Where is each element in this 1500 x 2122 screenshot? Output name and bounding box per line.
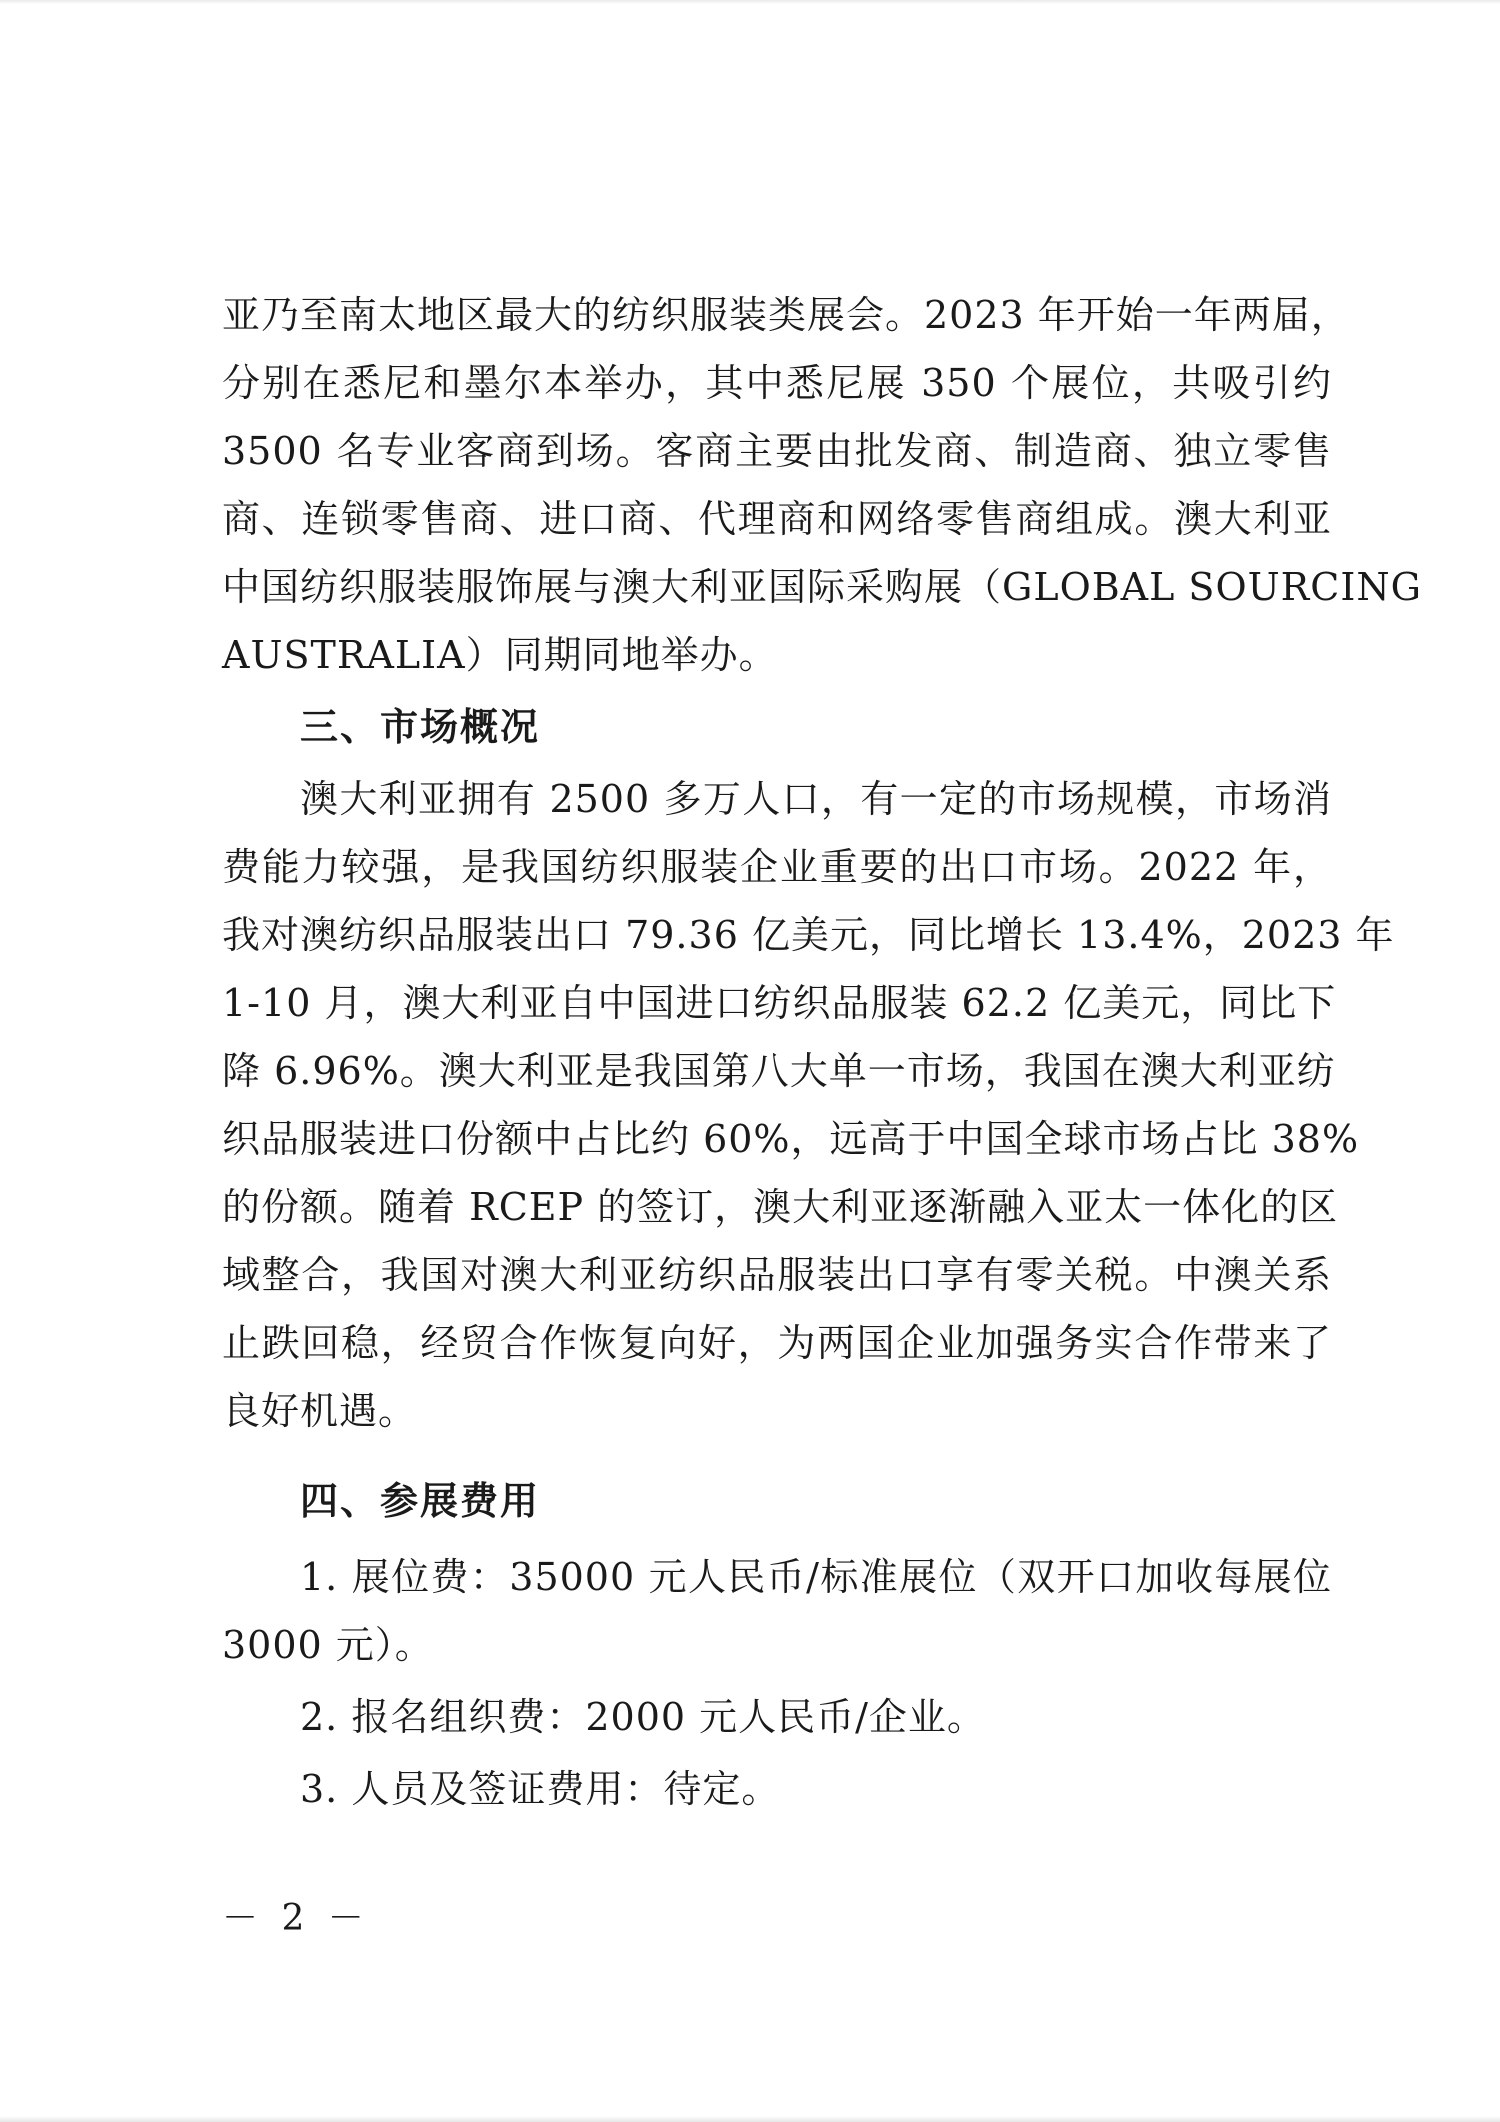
paragraph-line: AUSTRALIA）同期同地举办。 [222,633,778,677]
paragraph-line: 1-10 月，澳大利亚自中国进口纺织品服装 62.2 亿美元，同比下 [222,981,1337,1025]
section-heading-market-overview: 三、市场概况 [300,705,541,749]
paragraph-line: 3500 名专业客商到场。客商主要由批发商、制造商、独立零售 [222,429,1332,473]
paragraph-line: 良好机遇。 [222,1389,418,1433]
section-heading-participation-fees: 四、参展费用 [300,1479,541,1523]
page-number: － 2 － [222,1898,370,1939]
paragraph-line: 降 6.96%。澳大利亚是我国第八大单一市场，我国在澳大利亚纺 [222,1049,1336,1093]
paragraph-line: 域整合，我国对澳大利亚纺织品服装出口享有零关税。中澳关系 [222,1253,1332,1297]
fee-item-booth: 1. 展位费：35000 元人民币/标准展位（双开口加收每展位 [300,1555,1332,1599]
scan-edge-bottom [0,2116,1500,2122]
scan-edge-top [0,0,1500,4]
paragraph-line: 费能力较强，是我国纺织服装企业重要的出口市场。2022 年， [222,845,1332,889]
fee-item-personnel-visa: 3. 人员及签证费用：待定。 [300,1767,781,1811]
fee-item-registration: 2. 报名组织费：2000 元人民币/企业。 [300,1695,986,1739]
paragraph-line: 商、连锁零售商、进口商、代理商和网络零售商组成。澳大利亚 [222,497,1332,541]
paragraph-line: 中国纺织服装服饰展与澳大利亚国际采购展（GLOBAL SOURCING [222,565,1422,609]
fee-item-booth-continued: 3000 元）。 [222,1623,434,1667]
paragraph-line: 我对澳纺织品服装出口 79.36 亿美元，同比增长 13.4%，2023 年 [222,913,1395,957]
paragraph-line: 澳大利亚拥有 2500 多万人口，有一定的市场规模，市场消 [300,777,1332,821]
paragraph-line: 的份额。随着 RCEP 的签订，澳大利亚逐渐融入亚太一体化的区 [222,1185,1339,1229]
paragraph-line: 织品服装进口份额中占比约 60%，远高于中国全球市场占比 38% [222,1117,1360,1161]
paragraph-line: 分别在悉尼和墨尔本举办，其中悉尼展 350 个展位，共吸引约 [222,361,1332,405]
paragraph-line: 止跌回稳，经贸合作恢复向好，为两国企业加强务实合作带来了 [222,1321,1332,1365]
paragraph-line: 亚乃至南太地区最大的纺织服装类展会。2023 年开始一年两届， [222,293,1350,337]
